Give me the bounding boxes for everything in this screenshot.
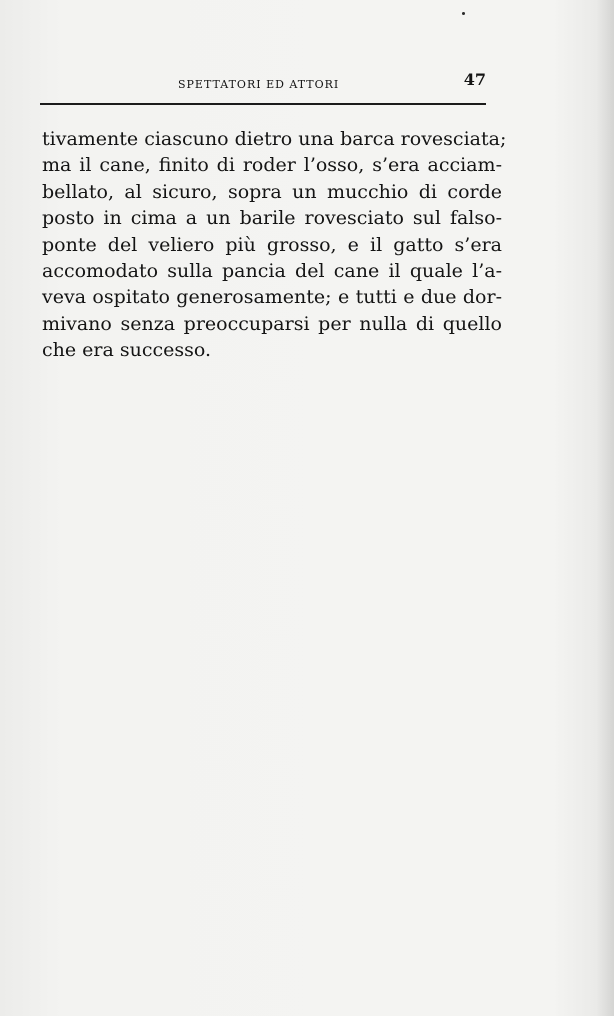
text-line: accomodato sulla pancia del cane il quale l’a- [42,259,502,282]
page-number: 47 [463,70,486,89]
text-line: che era successo. [42,339,212,362]
running-title: SPETTATORI ED ATTORI [178,78,340,91]
text-line: posto in cima a un barile rovesciato sul falso- [42,207,502,230]
text-line: mivano senza preoccuparsi per nulla di quello [42,312,502,335]
print-speck [462,12,465,15]
header-rule [40,103,486,105]
text-line: veva ospitato generosamente; e tutti e due dor- [42,286,502,309]
text-line: bellato, al sicuro, sopra un mucchio di corde [42,180,502,203]
body-paragraph [42,126,507,364]
text-line: tivamente ciascuno dietro una barca rovesciata; [42,128,507,150]
text-line: ma il cane, finito di roder l’osso, s’era acciam- [42,154,502,177]
running-head [40,70,486,100]
text-line: ponte del veliero più grosso, e il gatto s’era [42,233,502,256]
